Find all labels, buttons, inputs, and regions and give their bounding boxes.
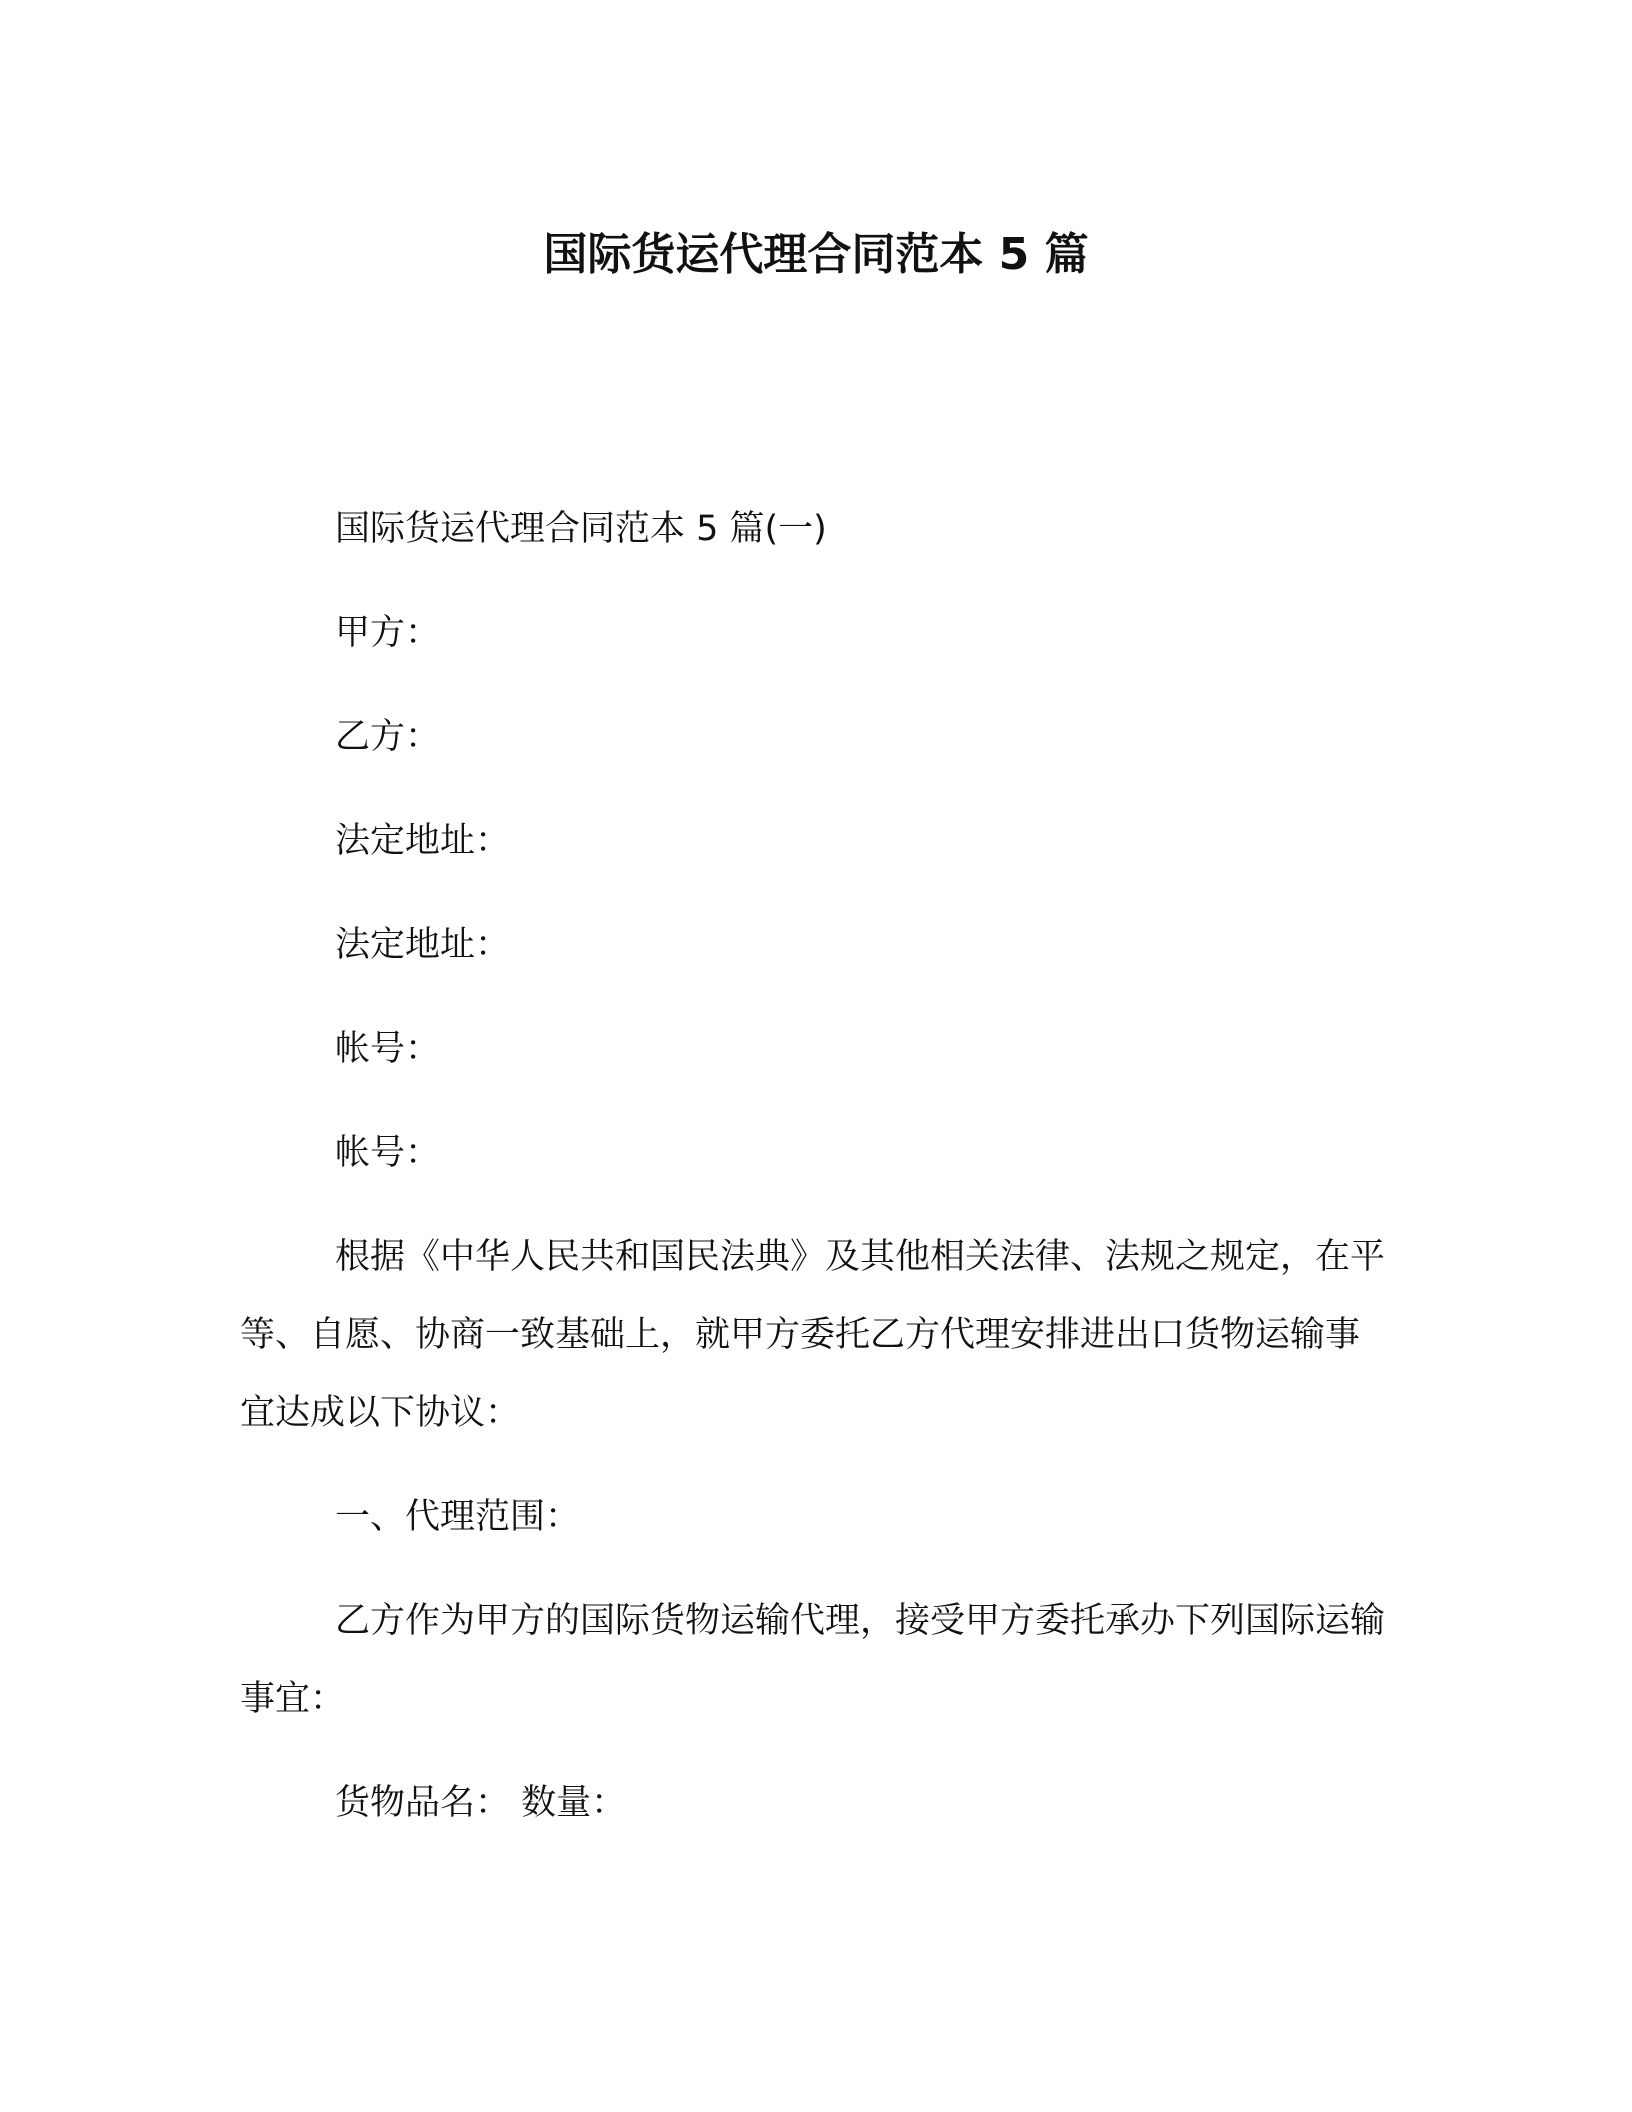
- goods-fields: 货物品名： 数量：: [335, 1783, 627, 1823]
- section-heading: 国际货运代理合同范本 5 篇(一): [335, 509, 827, 549]
- agreement-preamble: 根据《中华人民共和国民法典》及其他相关法律、法规之规定，在平等、自愿、协商一致基础上，就甲方委托乙方代理安排进出口货物运输事宜达成以下协议：: [240, 1237, 1386, 1433]
- document-title: 国际货运代理合同范本 5 篇: [543, 229, 1089, 280]
- legal-address-field: 法定地址：: [335, 821, 511, 861]
- clause-text: 乙方作为甲方的国际货物运输代理，接受甲方委托承办下列国际运输事宜：: [240, 1601, 1386, 1719]
- account-number-field: 帐号：: [335, 1029, 441, 1069]
- legal-address-field: 法定地址：: [335, 925, 511, 965]
- document-body: [240, 490, 1390, 1868]
- party-b-field: 乙方：: [335, 717, 441, 757]
- clause-heading: 一、代理范围：: [335, 1497, 581, 1537]
- account-number-field: 帐号：: [335, 1133, 441, 1173]
- party-a-field: 甲方：: [335, 613, 441, 653]
